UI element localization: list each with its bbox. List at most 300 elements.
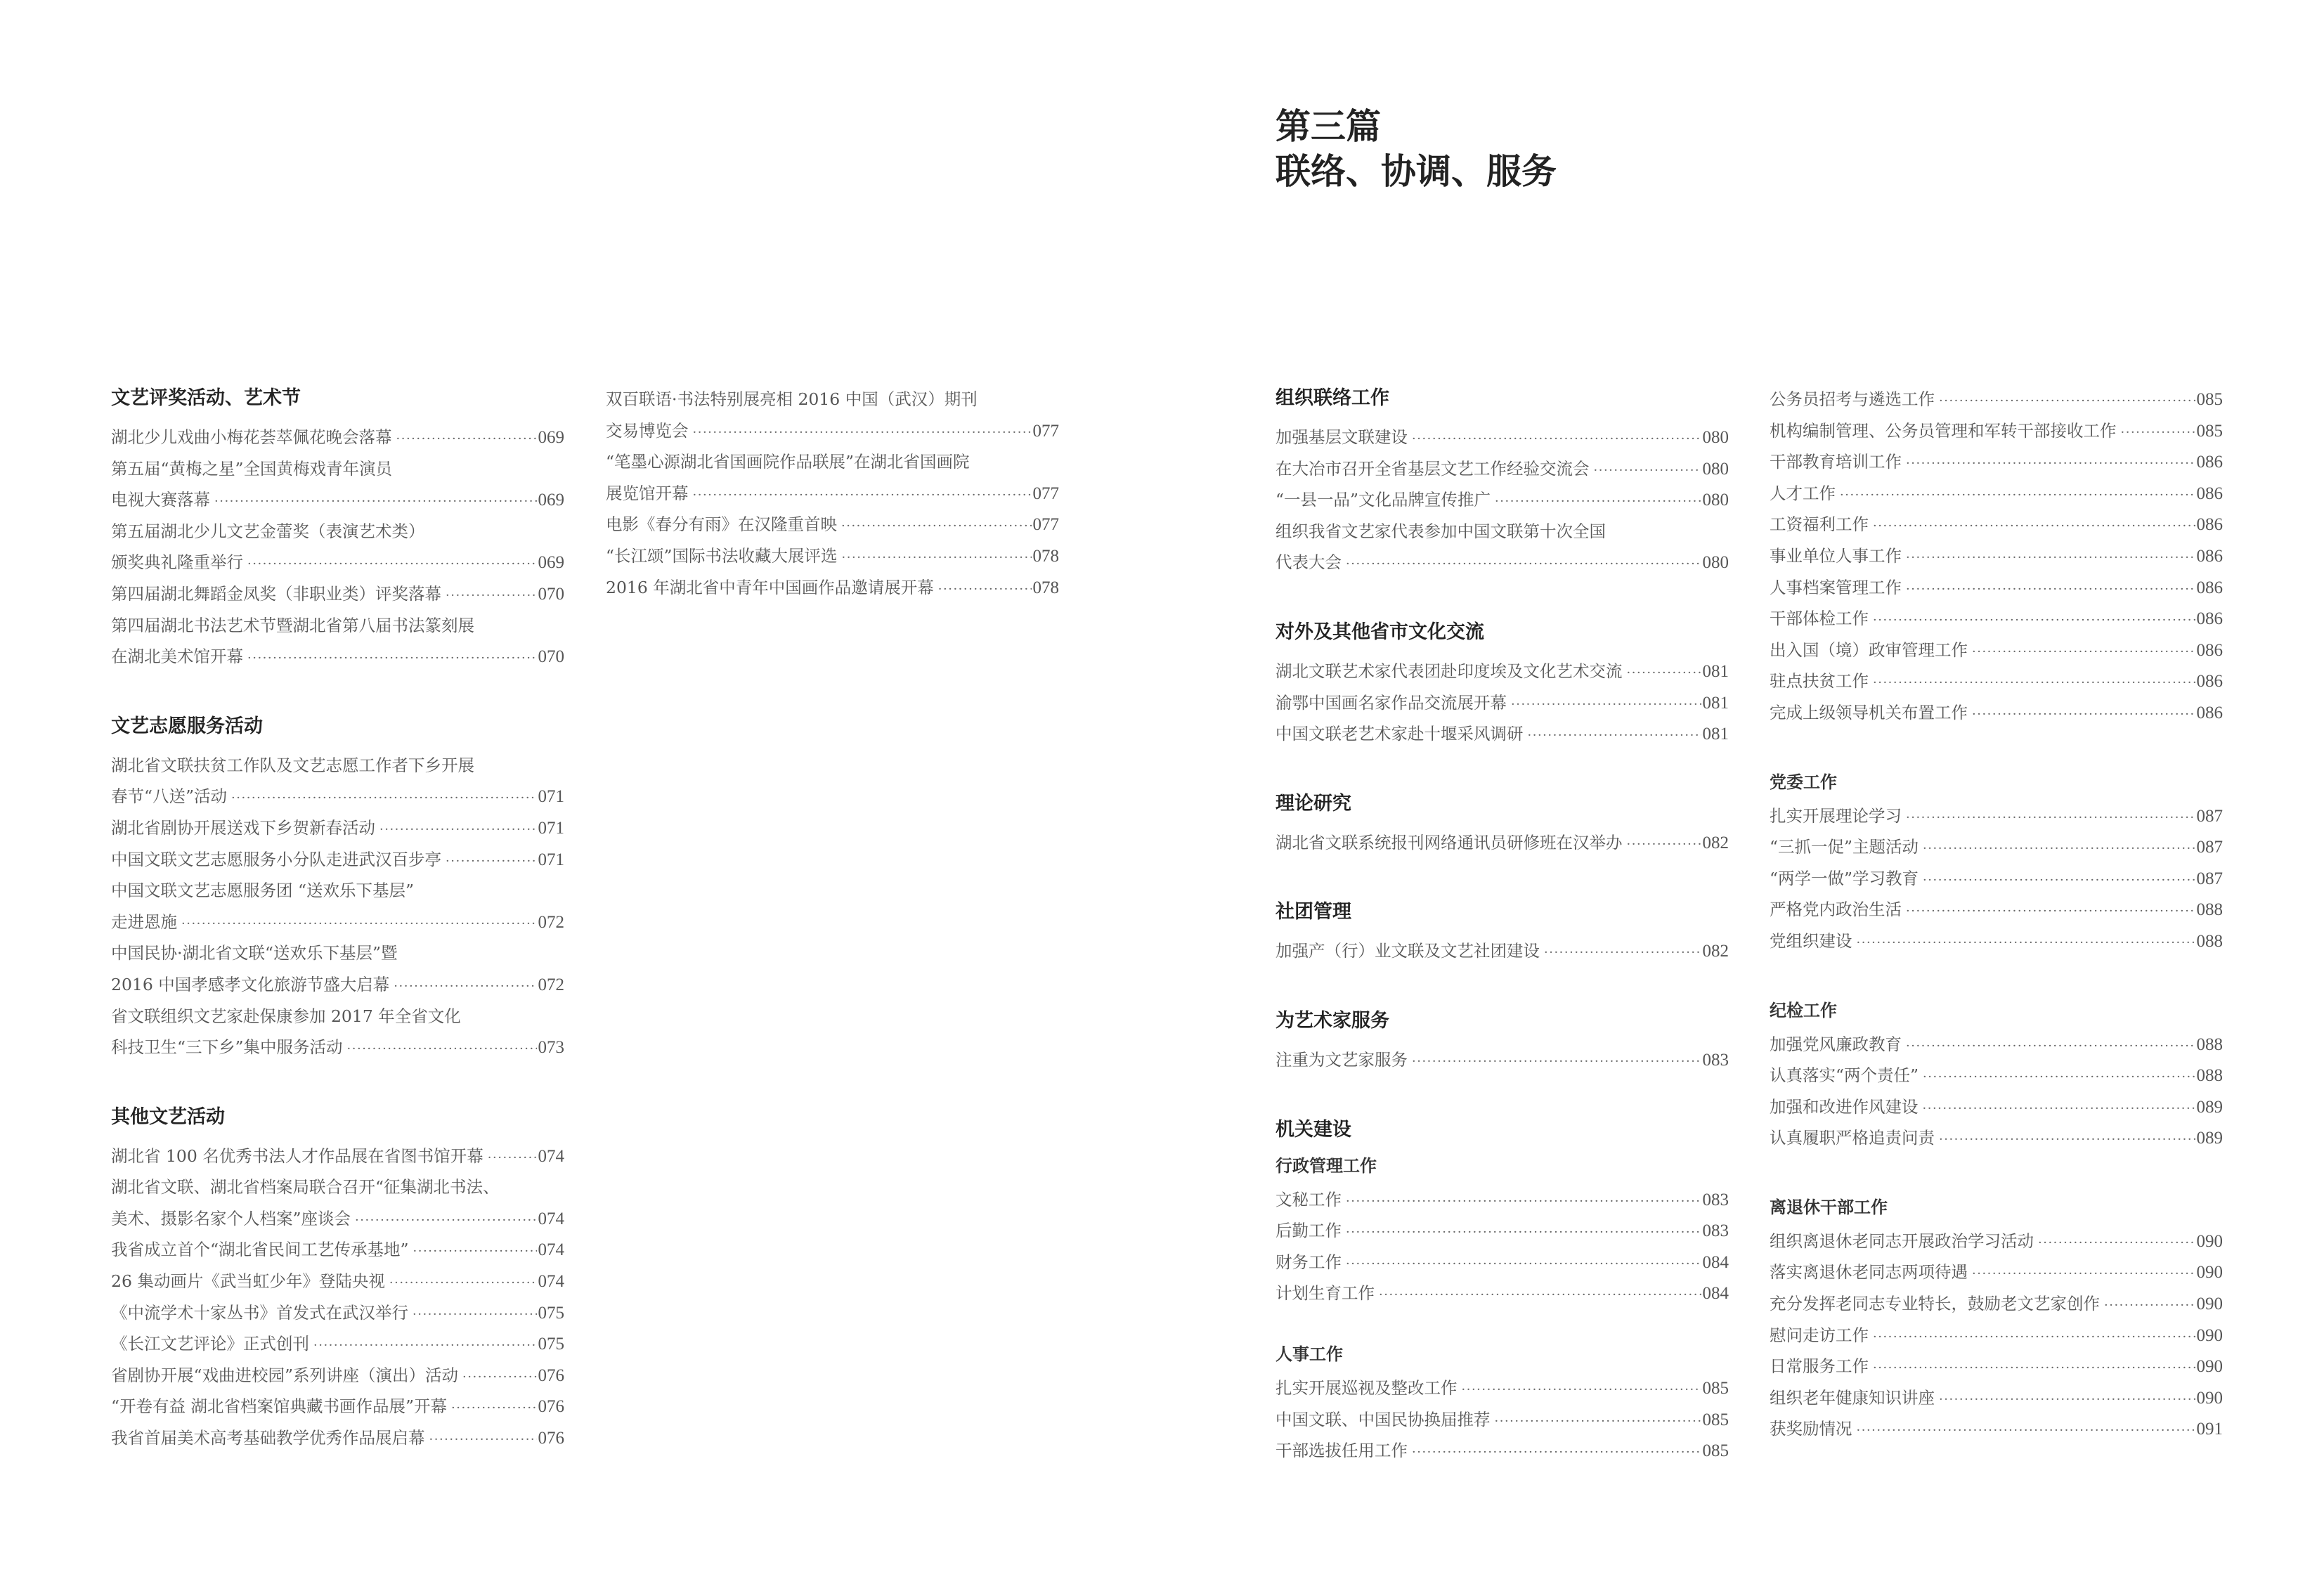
entry-title: 在湖北美术馆开幕 [111, 647, 243, 667]
entry-title: 第五届“黄梅之星”全国黄梅戏青年演员 [111, 458, 393, 479]
entry-title: 党组织建设 [1770, 930, 1852, 951]
section-heading: 对外及其他省市文化交流 [1275, 621, 1484, 643]
entry-title: 科技卫生“三下乡”集中服务活动 [111, 1037, 343, 1058]
toc-section [1770, 998, 2223, 1154]
entry-title: 第五届湖北少儿文艺金蕾奖（表演艺术类） [111, 521, 425, 541]
toc-entry[interactable] [111, 578, 564, 610]
section-heading: 社团管理 [1275, 901, 1351, 923]
entry-title: 慰问走访工作 [1770, 1325, 1869, 1345]
toc-entry[interactable] [111, 641, 564, 673]
toc-entry[interactable] [1275, 1404, 1729, 1436]
dot-leader [1495, 1406, 1701, 1438]
page-number: 091 [2196, 1420, 2223, 1439]
toc-section [1275, 385, 1729, 578]
toc-section [111, 1104, 564, 1454]
toc-entry[interactable] [1770, 572, 2223, 604]
toc-entry[interactable] [1770, 603, 2223, 635]
dot-leader [1873, 1322, 2195, 1354]
entry-title: 省剧协开展“戏曲进校园”系列讲座（演出）活动 [111, 1365, 459, 1385]
dot-leader [1873, 511, 2195, 543]
toc-entry[interactable] [111, 1422, 564, 1454]
dot-leader [1906, 896, 2195, 928]
dot-leader [231, 783, 536, 815]
part-number: 第三篇 [1275, 106, 1381, 147]
toc-section [111, 385, 564, 673]
dot-leader [396, 424, 537, 455]
page-number: 087 [2196, 838, 2223, 857]
entry-title: 春节“八送”活动 [111, 786, 228, 807]
dot-leader [1972, 1259, 2195, 1290]
entry-title: “笔墨心源湖北省国画院作品联展”在湖北省国画院 [606, 452, 970, 472]
page-number: 090 [2196, 1388, 2223, 1408]
page-number: 069 [538, 553, 564, 573]
dot-leader [1972, 699, 2195, 731]
toc-column-2 [606, 384, 1059, 644]
part-title: 联络、协调、服务 [1275, 151, 1557, 192]
toc-entry[interactable] [606, 478, 1059, 510]
toc-entry[interactable] [1275, 718, 1729, 750]
entry-title: 驻点扶贫工作 [1770, 671, 1869, 692]
toc-entry[interactable] [111, 547, 564, 578]
toc-entry[interactable] [111, 1391, 564, 1422]
entry-title: 2016 中国孝感孝文化旅游节盛大启幕 [111, 974, 390, 994]
page-number: 073 [538, 1038, 564, 1058]
page-number: 084 [1702, 1252, 1729, 1272]
dot-leader [1906, 543, 2195, 574]
entry-title: 湖北省剧协开展送戏下乡贺新春活动 [111, 817, 375, 838]
section-heading: 理论研究 [1275, 792, 1351, 815]
page-number: 086 [2196, 640, 2223, 660]
toc-entry[interactable] [606, 572, 1059, 604]
entry-title: 文秘工作 [1275, 1189, 1342, 1209]
toc-entry[interactable] [1770, 800, 2223, 832]
toc-entry[interactable] [1770, 1413, 2223, 1445]
page-number: 086 [2196, 546, 2223, 566]
toc-entry[interactable] [1770, 1029, 2223, 1060]
entry-title: 组织离退休老同志开展政治学习活动 [1770, 1231, 2034, 1251]
entry-title: 2016 年湖北省中青年中国画作品邀请展开幕 [606, 577, 934, 597]
toc-entry[interactable] [111, 1172, 564, 1203]
page-number: 069 [538, 428, 564, 447]
toc-entry[interactable] [111, 937, 564, 969]
entry-title: 认真落实“两个责任” [1770, 1065, 1919, 1086]
toc-entry[interactable] [1770, 415, 2223, 447]
toc-entry[interactable] [111, 1001, 564, 1032]
entry-title: 干部体检工作 [1770, 609, 1869, 629]
page-number: 074 [538, 1146, 564, 1166]
toc-entry[interactable] [1770, 1060, 2223, 1091]
entry-title: 湖北省文联、湖北省档案局联合召开“征集湖北书法、 [111, 1177, 500, 1198]
toc-entry[interactable] [1770, 1382, 2223, 1414]
toc-section [1275, 619, 1729, 750]
page-number: 078 [1032, 578, 1059, 597]
entry-title: 干部教育培训工作 [1770, 452, 1902, 472]
toc-entry[interactable] [111, 1234, 564, 1266]
page-number: 087 [2196, 806, 2223, 826]
toc-entry[interactable] [1275, 547, 1729, 578]
toc-entry[interactable] [111, 1360, 564, 1391]
page-number: 086 [2196, 578, 2223, 597]
toc-entry[interactable] [1770, 1257, 2223, 1288]
toc-entry[interactable] [1770, 635, 2223, 666]
dot-leader [247, 643, 537, 675]
toc-entry[interactable] [606, 509, 1059, 540]
page-number: 090 [2196, 1357, 2223, 1377]
entry-title: 湖北省文联系统报刊网络通讯员研修班在汉举办 [1275, 832, 1623, 852]
dot-leader [1923, 833, 2195, 865]
toc-entry[interactable] [1770, 1091, 2223, 1123]
toc-entry[interactable] [111, 453, 564, 485]
entry-title: 扎实开展理论学习 [1770, 805, 1902, 826]
entry-title: 扎实开展巡视及整改工作 [1275, 1377, 1458, 1398]
toc-entry[interactable] [1770, 1226, 2223, 1257]
toc-entry[interactable] [111, 875, 564, 907]
toc-entry[interactable] [606, 540, 1059, 572]
toc-entry[interactable] [111, 812, 564, 844]
toc-entry[interactable] [1275, 656, 1729, 687]
entry-title: 中国民协·湖北省文联“送欢乐下基层”暨 [111, 943, 398, 963]
dot-leader [1939, 1124, 2195, 1156]
page-number: 071 [538, 850, 564, 869]
toc-entry[interactable] [1275, 1372, 1729, 1404]
dot-leader [1346, 1186, 1701, 1218]
toc-entry[interactable] [1770, 863, 2223, 895]
entry-title: 展览馆开幕 [606, 483, 689, 503]
page-number: 088 [2196, 931, 2223, 951]
toc-entry[interactable] [1275, 1278, 1729, 1309]
toc-entry[interactable] [1275, 687, 1729, 719]
toc-entry[interactable] [606, 415, 1059, 447]
dot-leader [1511, 689, 1701, 721]
dot-leader [313, 1330, 537, 1362]
page-number: 086 [2196, 515, 2223, 535]
toc-entry[interactable] [111, 844, 564, 876]
dot-leader [429, 1425, 537, 1456]
dot-leader [1544, 937, 1701, 969]
dot-leader [1972, 637, 2195, 668]
dot-leader [1923, 1093, 2195, 1125]
toc-section [1275, 791, 1729, 859]
toc-entry[interactable] [111, 781, 564, 812]
page-number: 077 [1032, 484, 1059, 503]
toc-entry[interactable] [1770, 1320, 2223, 1351]
toc-section [1770, 384, 2223, 729]
dot-leader [214, 486, 537, 518]
toc-entry[interactable] [111, 484, 564, 516]
page-number: 077 [1032, 421, 1059, 441]
page-number: 081 [1702, 725, 1729, 744]
toc-column-1 [111, 385, 564, 1495]
toc-entry[interactable] [1770, 831, 2223, 863]
toc-entry[interactable] [1275, 1184, 1729, 1216]
toc-entry[interactable] [111, 907, 564, 938]
dot-leader [1857, 928, 2195, 959]
page-number: 080 [1702, 553, 1729, 573]
toc-entry[interactable] [1770, 478, 2223, 510]
page-number: 076 [538, 1365, 564, 1385]
entry-title: 交易博览会 [606, 420, 689, 441]
dot-leader [1939, 386, 2195, 417]
dot-leader [181, 909, 537, 940]
dot-leader [693, 480, 1032, 512]
dot-leader [1923, 865, 2195, 897]
page-number: 090 [2196, 1231, 2223, 1251]
entry-title: 组织我省文艺家代表参加中国文联第十次全国 [1275, 521, 1606, 541]
toc-entry[interactable] [1770, 540, 2223, 572]
toc-entry[interactable] [1275, 935, 1729, 967]
dot-leader [1528, 720, 1701, 752]
toc-entry[interactable] [1275, 1215, 1729, 1247]
page-number: 089 [2196, 1129, 2223, 1148]
dot-leader [488, 1143, 537, 1174]
page-number: 087 [2196, 869, 2223, 888]
entry-title: 完成上级领导机关布置工作 [1770, 702, 1968, 722]
page-number: 089 [2196, 1097, 2223, 1117]
entry-title: 中国文联文艺志愿服务小分队走进武汉百步亭 [111, 849, 441, 869]
page-number: 084 [1702, 1284, 1729, 1304]
page-number: 088 [2196, 900, 2223, 920]
section-heading: 组织联络工作 [1275, 387, 1389, 409]
entry-title: 落实离退休老同志两项待遇 [1770, 1262, 1968, 1283]
entry-title: 加强和改进作风建设 [1770, 1096, 1919, 1117]
toc-section [606, 384, 1059, 603]
page-number: 082 [1702, 833, 1729, 852]
entry-title: 计划生育工作 [1275, 1283, 1375, 1304]
toc-section [1275, 899, 1729, 967]
entry-title: 湖北少儿戏曲小梅花荟萃佩花晚会落幕 [111, 427, 392, 447]
dot-leader [1412, 1437, 1701, 1469]
toc-entry[interactable] [111, 1032, 564, 1063]
dot-leader [394, 971, 536, 1003]
page-number: 090 [2196, 1325, 2223, 1345]
dot-leader [462, 1362, 536, 1394]
entry-title: 后勤工作 [1275, 1221, 1342, 1241]
entry-title: 中国文联文艺志愿服务团 “送欢乐下基层” [111, 881, 414, 901]
toc-entry[interactable] [111, 969, 564, 1001]
page-number: 074 [538, 1240, 564, 1260]
entry-title: “开卷有益 湖北省档案馆典藏书画作品展”开幕 [111, 1396, 447, 1417]
toc-section [1770, 770, 2223, 957]
dot-leader [1857, 1415, 2195, 1447]
entry-title: 颁奖典礼隆重举行 [111, 552, 243, 573]
toc-entry[interactable] [1770, 894, 2223, 926]
toc-entry[interactable] [1770, 1351, 2223, 1382]
entry-title: 我省首届美术高考基础教学优秀作品展启幕 [111, 1428, 425, 1448]
entry-title: “两学一做”学习教育 [1770, 868, 1919, 888]
page-number: 072 [538, 975, 564, 994]
toc-entry[interactable] [1770, 926, 2223, 957]
dot-leader [1906, 803, 2195, 834]
subsection-heading: 行政管理工作 [1275, 1155, 1377, 1176]
entry-title: 第四届湖北舞蹈金凤奖（非职业类）评奖落幕 [111, 583, 441, 604]
entry-title: 财务工作 [1275, 1252, 1342, 1272]
page-number: 086 [2196, 453, 2223, 472]
entry-title: 湖北省文联扶贫工作队及文艺志愿工作者下乡开展 [111, 755, 474, 775]
toc-section [1275, 1117, 1729, 1467]
entry-title: 机构编制管理、公务员管理和军转干部接收工作 [1770, 420, 2117, 441]
dot-leader [1412, 424, 1701, 455]
section-heading: 为艺术家服务 [1275, 1009, 1389, 1032]
toc-entry[interactable] [1275, 453, 1729, 485]
toc-section [1770, 1195, 2223, 1445]
subsection-heading: 人事工作 [1275, 1343, 1343, 1364]
entry-title: 电视大赛落幕 [111, 490, 210, 510]
page-number: 085 [1702, 1378, 1729, 1398]
section-heading: 机关建设 [1275, 1118, 1351, 1141]
dot-leader [1627, 658, 1701, 689]
toc-entry[interactable] [1275, 1247, 1729, 1278]
entry-title: 中国文联老艺术家赴十堰采风调研 [1275, 724, 1524, 744]
page-number: 075 [538, 1335, 564, 1354]
page-number: 083 [1702, 1190, 1729, 1209]
entry-title: 湖北省 100 名优秀书法人才作品展在省图书馆开幕 [111, 1146, 483, 1166]
dot-leader [2104, 1290, 2195, 1322]
dot-leader [1873, 605, 2195, 637]
entry-title: “一县一品”文化品牌宣传推广 [1275, 490, 1491, 510]
toc-entry[interactable] [1770, 666, 2223, 697]
entry-title: 走进恩施 [111, 911, 177, 932]
dot-leader [2038, 1228, 2195, 1259]
dot-leader [379, 815, 537, 846]
dot-leader [1379, 1280, 1701, 1311]
page-number: 072 [538, 912, 564, 932]
page-number: 090 [2196, 1294, 2223, 1314]
entry-title: 加强党风廉政教育 [1770, 1034, 1902, 1054]
page-number: 080 [1702, 459, 1729, 479]
page-number: 070 [538, 584, 564, 604]
dot-leader [389, 1268, 537, 1299]
toc-entry[interactable] [111, 1266, 564, 1297]
toc-entry[interactable] [1770, 697, 2223, 729]
dot-leader [1627, 829, 1701, 861]
dot-leader [1346, 1249, 1701, 1280]
entry-title: 出入国（境）政审管理工作 [1770, 640, 1968, 660]
page-number: 075 [538, 1303, 564, 1323]
subsection-heading: 离退休干部工作 [1770, 1196, 1888, 1217]
page-number: 082 [1702, 942, 1729, 961]
entry-title: 加强产（行）业文联及文艺社团建设 [1275, 941, 1540, 961]
entry-title: 获奖励情况 [1770, 1419, 1852, 1439]
page-number: 088 [2196, 1066, 2223, 1086]
toc-entry[interactable] [1275, 422, 1729, 453]
dot-leader [413, 1236, 537, 1268]
toc-entry[interactable] [1770, 384, 2223, 415]
toc-entry[interactable] [1275, 516, 1729, 547]
dot-leader [842, 543, 1032, 574]
page-number: 088 [2196, 1034, 2223, 1054]
toc-entry[interactable] [111, 1297, 564, 1329]
section-heading: 文艺志愿服务活动 [111, 715, 263, 737]
entry-title: 组织老年健康知识讲座 [1770, 1387, 1935, 1408]
page-number: 077 [1032, 515, 1059, 535]
entry-title: 26 集动画片《武当虹少年》登陆央视 [111, 1271, 385, 1292]
dot-leader [247, 549, 537, 580]
toc-entry[interactable] [606, 384, 1059, 415]
entry-title: 工资福利工作 [1770, 514, 1869, 535]
toc-entry[interactable] [111, 1141, 564, 1172]
dot-leader [1346, 549, 1701, 580]
dot-leader [355, 1205, 536, 1237]
page-number: 085 [2196, 421, 2223, 441]
page-number: 076 [538, 1397, 564, 1417]
page-number: 081 [1702, 661, 1729, 681]
entry-title: 人事档案管理工作 [1770, 577, 1902, 597]
toc-entry[interactable] [111, 1203, 564, 1235]
dot-leader [1939, 1384, 2195, 1416]
page-number: 086 [2196, 484, 2223, 503]
entry-title: 注重为文艺家服务 [1275, 1049, 1408, 1070]
page-number: 071 [538, 818, 564, 838]
section-heading: 其他文艺活动 [111, 1105, 225, 1128]
toc-entry[interactable] [1770, 509, 2223, 540]
toc-entry[interactable] [111, 1328, 564, 1360]
toc-entry[interactable] [1770, 1122, 2223, 1154]
toc-entry[interactable] [111, 422, 564, 453]
toc-section [111, 713, 564, 1063]
toc-entry[interactable] [1275, 827, 1729, 859]
entry-title: 加强基层文联建设 [1275, 427, 1408, 447]
page-number: 076 [538, 1429, 564, 1448]
entry-title: 严格党内政治生活 [1770, 900, 1902, 920]
entry-title: 省文联组织文艺家赴保康参加 2017 年全省文化 [111, 1006, 461, 1026]
toc-entry[interactable] [111, 516, 564, 547]
toc-entry[interactable] [1275, 1044, 1729, 1076]
toc-entry[interactable] [1770, 1288, 2223, 1320]
part-title-block [1275, 104, 1557, 194]
entry-title: 充分发挥老同志专业特长，鼓励老文艺家创作 [1770, 1294, 2100, 1314]
toc-entry[interactable] [111, 610, 564, 642]
dot-leader [1906, 448, 2195, 480]
toc-section [1275, 1008, 1729, 1076]
page-number: 085 [1702, 1441, 1729, 1461]
dot-leader [446, 846, 537, 878]
page-number: 069 [538, 491, 564, 510]
toc-column-3 [1275, 385, 1729, 1507]
dot-leader [1923, 1062, 2195, 1093]
entry-title: “三抓一促”主题活动 [1770, 837, 1919, 857]
dot-leader [1495, 486, 1701, 518]
page-number: 086 [2196, 609, 2223, 629]
dot-leader [2121, 417, 2195, 449]
toc-entry[interactable] [1275, 484, 1729, 516]
entry-title: 双百联语·书法特别展亮相 2016 中国（武汉）期刊 [606, 389, 978, 409]
toc-entry[interactable] [111, 750, 564, 781]
toc-entry[interactable] [1275, 1435, 1729, 1467]
dot-leader [1594, 455, 1701, 487]
dot-leader [1873, 1353, 2195, 1384]
entry-title: 电影《春分有雨》在汉隆重首映 [606, 514, 837, 535]
entry-title: 《中流学术十家丛书》首发式在武汉举行 [111, 1302, 408, 1323]
dot-leader [1840, 480, 2195, 512]
section-heading: 文艺评奖活动、艺术节 [111, 387, 301, 409]
entry-title: 人才工作 [1770, 483, 1836, 503]
entry-title: 代表大会 [1275, 552, 1342, 573]
dot-leader [938, 574, 1032, 606]
dot-leader [413, 1299, 537, 1331]
page-number: 083 [1702, 1221, 1729, 1241]
toc-entry[interactable] [606, 446, 1059, 478]
entry-title: 第四届湖北书法艺术节暨湖北省第八届书法篆刻展 [111, 615, 474, 635]
page-number: 071 [538, 787, 564, 807]
page-number: 078 [1032, 546, 1059, 566]
page-number: 090 [2196, 1263, 2223, 1283]
dot-leader [841, 511, 1032, 543]
toc-entry[interactable] [1770, 446, 2223, 478]
entry-title: 湖北文联艺术家代表团赴印度埃及文化艺术交流 [1275, 661, 1623, 681]
page-number: 083 [1702, 1050, 1729, 1070]
entry-title: 事业单位人事工作 [1770, 545, 1902, 566]
entry-title: 美术、摄影名家个人档案”座谈会 [111, 1208, 351, 1228]
